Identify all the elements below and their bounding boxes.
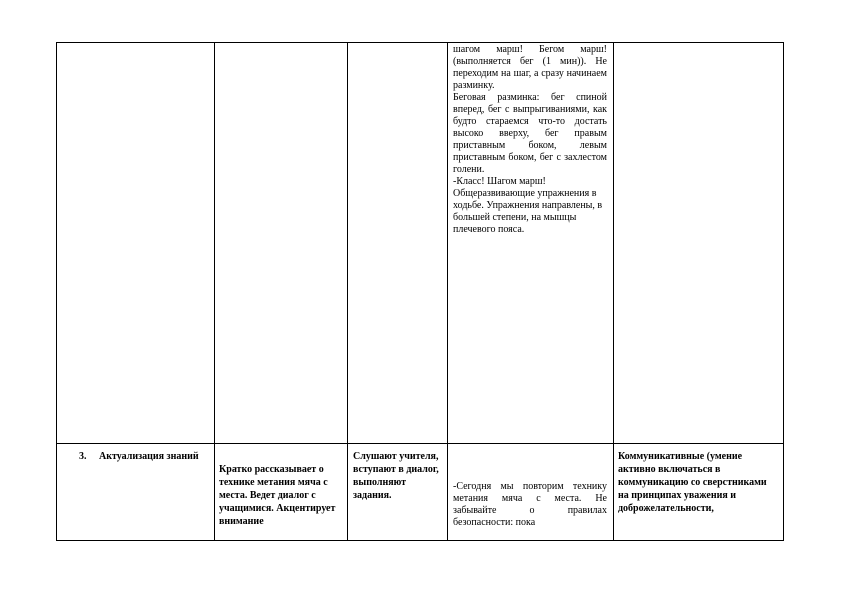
cell-uud: [614, 444, 784, 541]
cell-students-empty: [348, 43, 448, 444]
cell-teacher-empty: [215, 43, 348, 444]
lesson-content-text: -Сегодня мы повторим технику метания мяча с места. Не забывайте о правилах безопасности: пока: [453, 481, 607, 528]
cell-content-warmup: [448, 43, 614, 444]
lesson-plan-table: [56, 42, 784, 541]
cell-stage: [57, 444, 215, 541]
warmup-paragraph-1: шагом марш! Бегом марш! (выполняется бег (1 мин)). Не переходим на шаг, а сразу начинаем разминку.: [453, 44, 607, 91]
student-activity-text: Слушают учителя, вступают в диалог, выполняют задания.: [353, 451, 439, 501]
stage-number: 3.: [79, 451, 87, 462]
cell-lesson-content: [448, 444, 614, 541]
uud-text: Коммуникативные (умение активно включаться в коммуникацию со сверстниками на принципах уважения и доброжелательности,: [618, 451, 767, 514]
warmup-paragraph-3: -Класс! Шагом марш! Общеразвивающие упражнения в ходьбе. Упражнения направлены, в большей степени, на мышцы плечевого пояса.: [453, 176, 603, 235]
teacher-activity-text: Кратко рассказывает о технике метания мяча с места. Ведет диалог с учащимися. Акцентирует внимание: [219, 464, 336, 527]
table-row-actualization: [57, 444, 784, 541]
stage-title: Актуализация знаний: [99, 451, 199, 462]
cell-stage-empty: [57, 43, 215, 444]
cell-uud-empty: [614, 43, 784, 444]
cell-teacher-activity: [215, 444, 348, 541]
cell-student-activity: [348, 444, 448, 541]
warmup-paragraph-2: Беговая разминка: бег спиной вперед, бег с выпрыгиваниями, как будто стараемся что-то достать высоко вверху, бег правым приставным боком, левым приставным боком, бег с захлестом голени.: [453, 92, 607, 175]
table-row-warmup: [57, 43, 784, 444]
